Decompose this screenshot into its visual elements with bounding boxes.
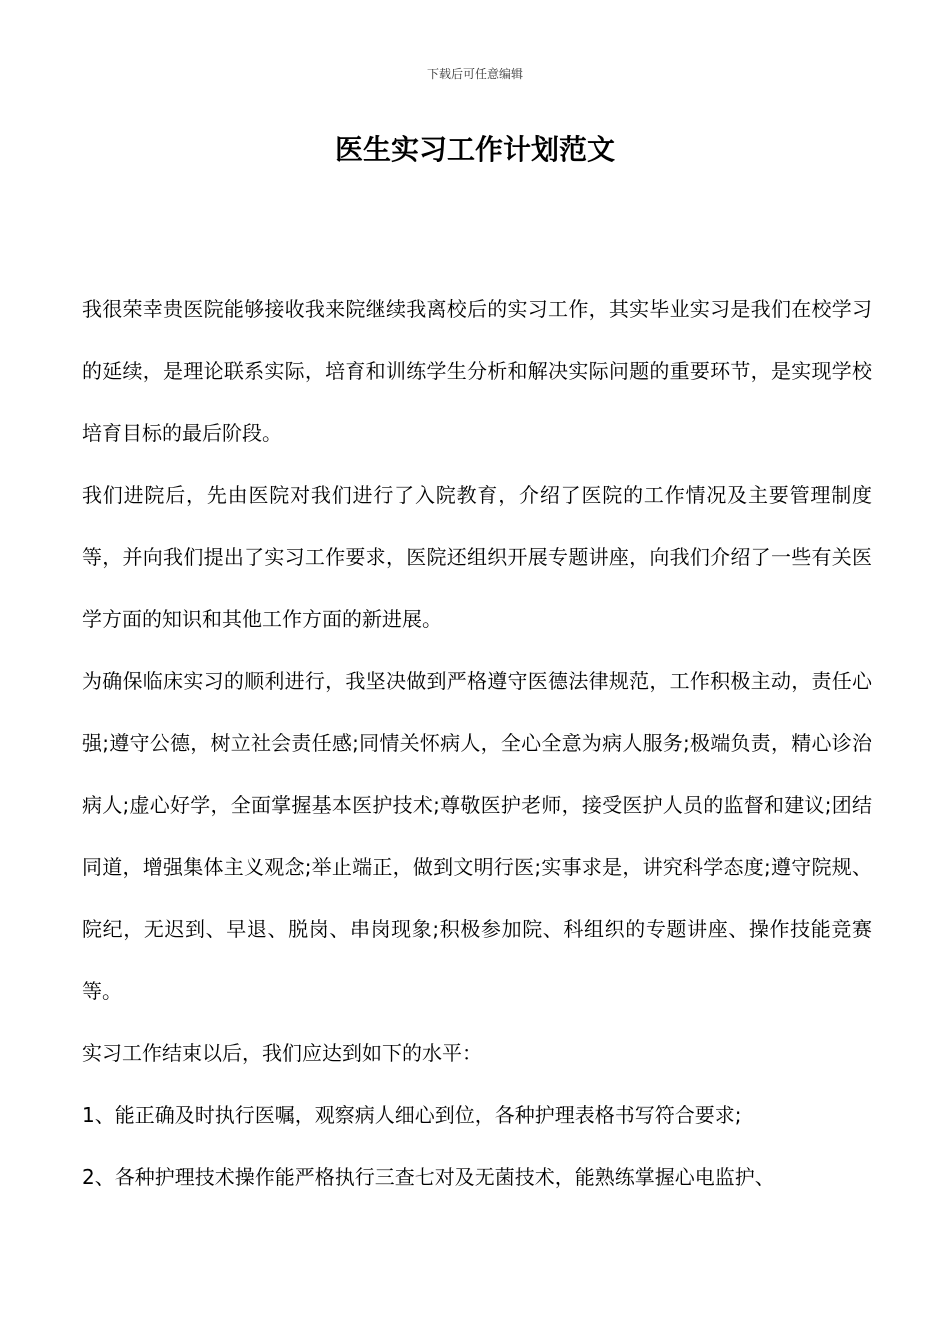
paragraph-goals-intro: 实习工作结束以后，我们应达到如下的水平： xyxy=(82,1041,482,1065)
list-item-2: 2、各种护理技术操作能严格执行三查七对及无菌技术，能熟练掌握心电监护、 xyxy=(82,1165,775,1189)
paragraph-orientation: 我们进院后，先由医院对我们进行了入院教育，介绍了医院的工作情况及主要管理制度等，并向我们提出了实习工作要求，医院还组织开展专题讲座，向我们介绍了一些有关医学方面的知识和其他工作方面的新进展。 xyxy=(82,483,872,631)
document-title: 医生实习工作计划范文 xyxy=(334,133,615,166)
header-note: 下载后可任意编辑 xyxy=(426,67,523,81)
paragraph-intro: 我很荣幸贵医院能够接收我来院继续我离校后的实习工作，其实毕业实习是我们在校学习的延续，是理论联系实际，培育和训练学生分析和解决实际问题的重要环节，是实现学校培育目标的最后阶段。 xyxy=(82,297,872,445)
paragraph-commitment: 为确保临床实习的顺利进行，我坚决做到严格遵守医德法律规范，工作积极主动，责任心强;遵守公德，树立社会责任感;同情关怀病人，全心全意为病人服务;极端负责，精心诊治病人;虚心好学，全面掌握基本医护技术;尊敬医护老师，接受医护人员的监督和建议;团结同道，增强集体主义观念;举止端正，做到文明行医;实事求是，讲究科学态度;遵守院规、院纪，无迟到、早退、脱岗、串岗现象;积极参加院、科组织的专题讲座、操作技能竞赛等。 xyxy=(82,669,872,1003)
document-body xyxy=(82,278,872,1208)
list-item-1: 1、能正确及时执行医嘱，观察病人细心到位，各种护理表格书写符合要求; xyxy=(82,1103,742,1127)
